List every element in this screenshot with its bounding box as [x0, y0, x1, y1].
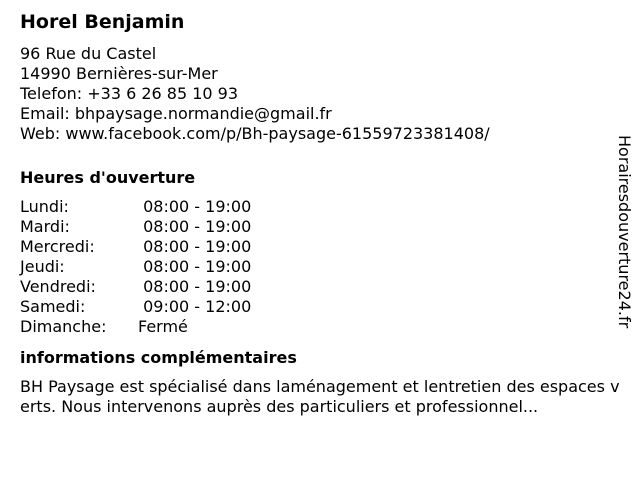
city-address: 14990 Bernières-sur-Mer	[20, 64, 218, 83]
phone-number: Telefon: +33 6 26 85 10 93	[20, 84, 239, 103]
hours-row-monday	[20, 197, 630, 217]
day-hours: 08:00 - 19:00	[138, 237, 252, 256]
hours-row-sunday	[20, 317, 630, 337]
day-hours: 08:00 - 19:00	[138, 257, 252, 276]
day-label: Lundi:	[20, 197, 69, 216]
day-label: Dimanche:	[20, 317, 107, 336]
hours-row-wednesday	[20, 237, 630, 257]
hours-row-saturday	[20, 297, 630, 317]
hours-row-tuesday	[20, 217, 630, 237]
day-label: Samedi:	[20, 297, 86, 316]
day-hours: Fermé	[138, 317, 188, 336]
day-hours: 08:00 - 19:00	[138, 277, 252, 296]
site-watermark: Horairesdouverture24.fr	[615, 135, 634, 329]
website-url: Web: www.facebook.com/p/Bh-paysage-61559723381408/	[20, 124, 490, 143]
day-label: Jeudi:	[20, 257, 65, 276]
day-label: Vendredi:	[20, 277, 96, 296]
opening-hours-table	[20, 197, 630, 337]
business-card	[20, 10, 630, 417]
street-address: 96 Rue du Castel	[20, 44, 157, 63]
business-description: BH Paysage est spécialisé dans laménagement et lentretien des espaces verts. Nous intervenons auprès des particuliers et professionnel...	[20, 377, 620, 416]
day-hours: 09:00 - 12:00	[138, 297, 252, 316]
opening-hours-heading: Heures d'ouverture	[20, 168, 196, 187]
day-label: Mardi:	[20, 217, 70, 236]
additional-info-heading: informations complémentaires	[20, 348, 297, 367]
day-label: Mercredi:	[20, 237, 95, 256]
email-address: Email: bhpaysage.normandie@gmail.fr	[20, 104, 332, 123]
business-name: Horel Benjamin	[20, 11, 185, 33]
hours-row-friday	[20, 277, 630, 297]
hours-row-thursday	[20, 257, 630, 277]
day-hours: 08:00 - 19:00	[138, 197, 252, 216]
day-hours: 08:00 - 19:00	[138, 217, 252, 236]
